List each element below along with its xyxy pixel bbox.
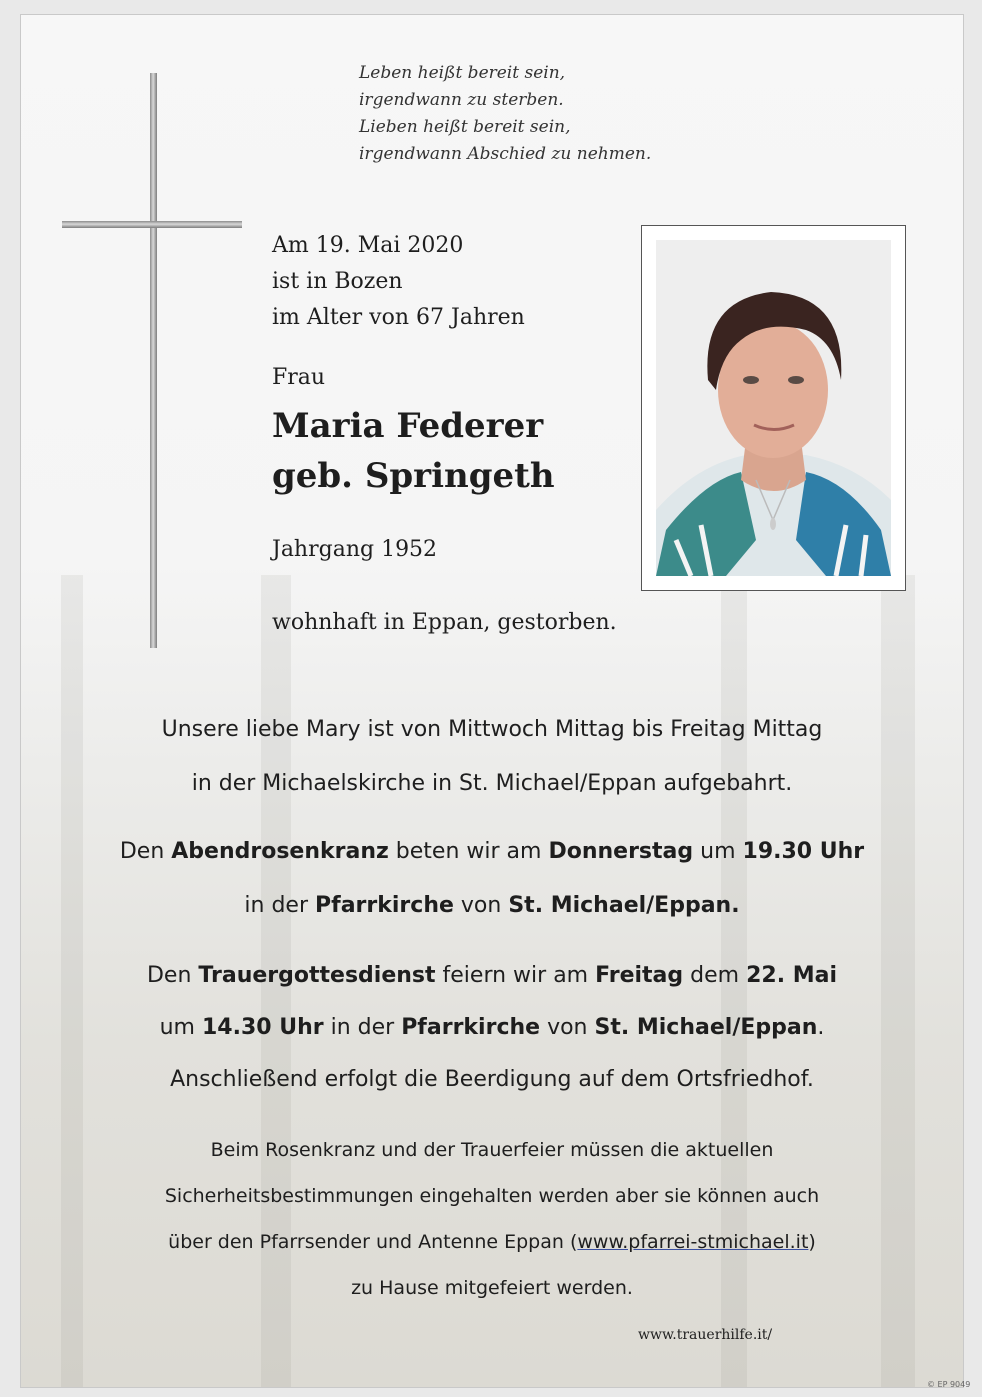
parish-website-link[interactable]: www.pfarrei-stmichael.it [577, 1231, 809, 1253]
trauerhilfe-link[interactable]: www.trauerhilfe.it/ [638, 1327, 773, 1343]
safety-notice [21, 1127, 963, 1311]
motto-line: irgendwann zu sterben. [359, 90, 564, 110]
laying-out-notice [21, 703, 963, 811]
motto-quote [359, 60, 651, 168]
name-line: Maria Federer [272, 406, 544, 446]
birth-year: Jahrgang 1952 [272, 537, 438, 562]
obituary-sheet [20, 14, 964, 1388]
notice-line: Den Abendrosenkranz beten wir am Donnerstag um 19.30 Uhr [119, 839, 865, 864]
notice-line: Den Trauergottesdienst feiern wir am Freitag dem 22. Mai [146, 963, 837, 988]
motto-line: Lieben heißt bereit sein, [359, 117, 571, 137]
funeral-service-notice [21, 950, 963, 1106]
portrait-frame [641, 225, 906, 591]
intro-line: im Alter von 67 Jahren [272, 305, 525, 330]
notice-line: Sicherheitsbestimmungen eingehalten werden aber sie können auch [164, 1185, 820, 1207]
deceased-name [272, 401, 555, 501]
motto-line: irgendwann Abschied zu nehmen. [359, 144, 652, 164]
notice-line: über den Pfarrsender und Antenne Eppan (www.pfarrei-stmichael.it) [168, 1231, 816, 1253]
rosary-notice [21, 825, 963, 933]
motto-line: Leben heißt bereit sein, [359, 63, 566, 83]
notice-line: zu Hause mitgefeiert werden. [351, 1277, 633, 1299]
portrait-photo [656, 240, 891, 576]
notice-line: in der Michaelskirche in St. Michael/Eppan aufgebahrt. [191, 771, 793, 796]
notice-line: in der Pfarrkirche von St. Michael/Eppan. [244, 893, 740, 918]
intro-line: ist in Bozen [272, 269, 403, 294]
cross-icon [62, 221, 242, 228]
notice-line: Beim Rosenkranz und der Trauerfeier müssen die aktuellen [210, 1139, 774, 1161]
notice-line: Anschließend erfolgt die Beerdigung auf dem Ortsfriedhof. [170, 1067, 814, 1092]
print-code: © EP 9049 [927, 1380, 971, 1389]
cross-icon [150, 73, 157, 648]
notice-line: um 14.30 Uhr in der Pfarrkirche von St. Michael/Eppan. [159, 1015, 825, 1040]
death-announcement [272, 228, 525, 336]
maiden-name-line: geb. Springeth [272, 456, 555, 496]
intro-line: Am 19. Mai 2020 [272, 233, 464, 258]
title-prefix: Frau [272, 365, 326, 390]
notice-line: Unsere liebe Mary ist von Mittwoch Mittag bis Freitag Mittag [161, 717, 823, 742]
residence-line: wohnhaft in Eppan, gestorben. [272, 610, 617, 635]
